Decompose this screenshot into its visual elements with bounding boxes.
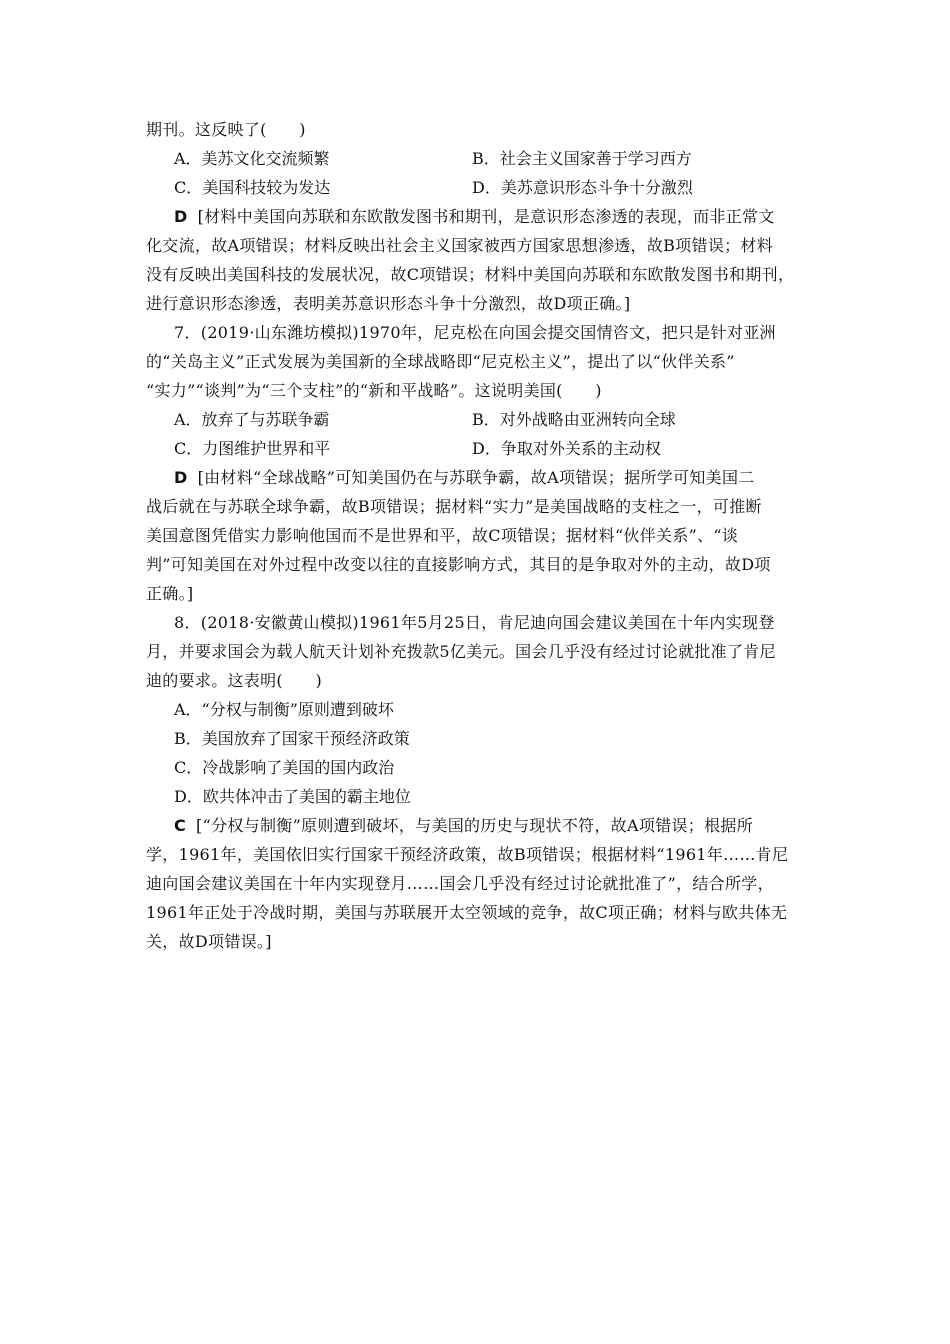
q8-explanation-line-5: 关，故D项错误。] xyxy=(146,932,272,951)
q7-option-c: C．力图维护世界和平 xyxy=(174,439,331,458)
q6-explanation-line-3: 没有反映出美国科技的发展状况，故C项错误；材料中美国向苏联和东欧散发图书和期刊， xyxy=(146,265,795,284)
q8-option-d: D．欧共体冲击了美国的霸主地位 xyxy=(174,787,411,806)
q8-explanation-line-2: 学，1961年，美国依旧实行国家干预经济政策，故B项错误；根据材料“1961年……肯尼 xyxy=(146,845,789,864)
q7-answer-letter: D xyxy=(174,468,188,487)
q7-explanation-line-1: D [由材料“全球战略”可知美国仍在与苏联争霸，故A项错误；据所学可知美国二 xyxy=(174,468,755,487)
q8-option-a: A．“分权与制衡”原则遭到破坏 xyxy=(174,700,394,719)
q7-option-b: B．对外战略由亚洲转向全球 xyxy=(472,410,676,429)
q8-answer-letter: C xyxy=(174,816,187,835)
q7-explanation-line-2: 战后就在与苏联全球争霸，故B项错误；据材料“实力”是美国战略的支柱之一，可推断 xyxy=(146,497,762,516)
q6-answer-letter: D xyxy=(174,207,188,226)
q6-explanation-line-1: D [材料中美国向苏联和东欧散发图书和期刊，是意识形态渗透的表现，而非正常文 xyxy=(174,207,775,226)
q6-stem-tail: 期刊。这反映了( ) xyxy=(146,120,306,139)
q7-stem-line-2: 的“关岛主义”正式发展为美国新的全球战略即“尼克松主义”，提出了以“伙伴关系” xyxy=(146,352,735,371)
q8-stem-line-2: 月，并要求国会为载人航天计划补充拨款5亿美元。国会几乎没有经过讨论就批准了肯尼 xyxy=(146,642,776,661)
q6-explanation-line-4: 进行意识形态渗透，表明美苏意识形态斗争十分激烈，故D项正确。] xyxy=(146,294,631,313)
q7-option-a: A．放弃了与苏联争霸 xyxy=(174,410,330,429)
q8-option-b: B．美国放弃了国家干预经济政策 xyxy=(174,729,410,748)
q6-option-d: D．美苏意识形态斗争十分激烈 xyxy=(472,178,693,197)
q6-option-c: C．美国科技较为发达 xyxy=(174,178,331,197)
q8-explanation-line-4: 1961年正处于冷战时期，美国与苏联展开太空领域的竞争，故C项正确；材料与欧共体无 xyxy=(146,903,788,922)
q8-explanation-line-1: C [“分权与制衡”原则遭到破坏，与美国的历史与现状不符，故A项错误；根据所 xyxy=(174,816,754,835)
q7-explanation-line-3: 美国意图凭借实力影响他国而不是世界和平，故C项错误；据材料“伙伴关系”、“谈 xyxy=(146,526,739,545)
q7-option-d: D．争取对外关系的主动权 xyxy=(472,439,661,458)
q7-stem-line-3: “实力”“谈判”为“三个支柱”的“新和平战略”。这说明美国( ) xyxy=(146,381,602,400)
q6-explanation-line-2: 化交流，故A项错误；材料反映出社会主义国家被西方国家思想渗透，故B项错误；材料 xyxy=(146,236,774,255)
q8-stem-line-1: 8．(2018·安徽黄山模拟)1961年5月25日，肯尼迪向国会建议美国在十年内实现登 xyxy=(174,613,775,632)
q8-stem-line-3: 迪的要求。这表明( ) xyxy=(146,671,323,690)
q8-option-c: C．冷战影响了美国的国内政治 xyxy=(174,758,395,777)
q6-option-b: B．社会主义国家善于学习西方 xyxy=(472,149,692,168)
q6-option-a: A．美苏文化交流频繁 xyxy=(174,149,330,168)
q7-explanation-line-4: 判”可知美国在对外过程中改变以往的直接影响方式，其目的是争取对外的主动，故D项 xyxy=(146,555,771,574)
q7-stem-line-1: 7．(2019·山东潍坊模拟)1970年，尼克松在向国会提交国情咨文，把只是针对亚洲 xyxy=(174,323,776,342)
q8-explanation-line-3: 迪向国会建议美国在十年内实现登月……国会几乎没有经过讨论就批准了”，结合所学， xyxy=(146,874,774,893)
q7-explanation-line-5: 正确。] xyxy=(146,584,194,603)
